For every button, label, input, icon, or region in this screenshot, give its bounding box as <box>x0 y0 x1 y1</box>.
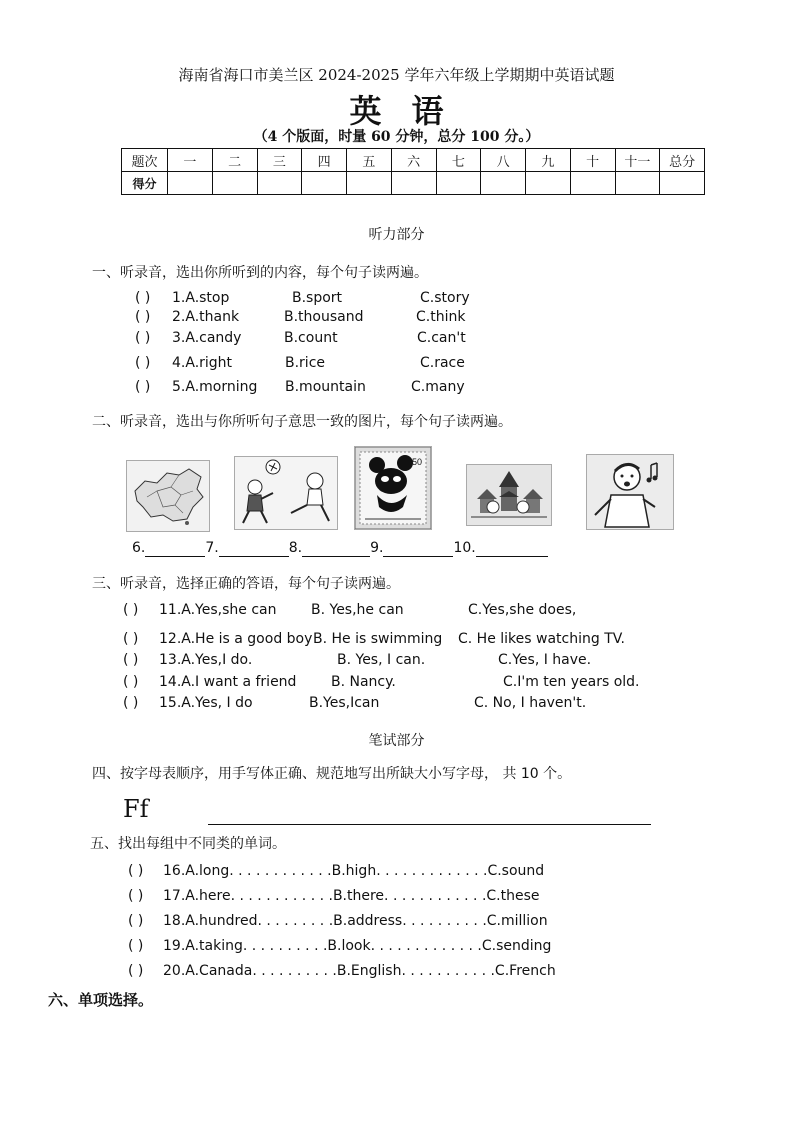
score-cell[interactable] <box>570 172 615 195</box>
answer-paren[interactable]: ( ) <box>123 652 139 668</box>
blank-line[interactable] <box>145 540 205 557</box>
option-b: B.Yes,Ican <box>309 695 380 711</box>
col-header: 九 <box>526 149 571 172</box>
blank-line[interactable] <box>476 540 548 557</box>
option-c: C.story <box>420 290 470 306</box>
option-a: 12.A.He is a good boy <box>159 631 313 647</box>
section-6-title: 六、单项选择。 <box>48 991 154 1009</box>
option-b: B.count <box>284 330 338 346</box>
section-1-title: 一、听录音，选出你所听到的内容，每个句子读两遍。 <box>92 265 428 281</box>
blank-label: 7. <box>205 540 219 556</box>
option-c: C.can't <box>417 330 466 346</box>
pagoda-picture <box>466 464 552 526</box>
score-cell[interactable] <box>347 172 392 195</box>
answer-paren[interactable]: ( ) <box>123 695 139 711</box>
china-map-picture <box>126 460 210 532</box>
option-c: C.think <box>416 309 466 325</box>
option-b: B.sport <box>292 290 343 306</box>
answer-paren[interactable]: ( ) <box>135 379 151 395</box>
listening-heading: 听力部分 <box>368 227 425 243</box>
option-a: 14.A.I want a friend <box>159 674 297 690</box>
writing-heading: 笔试部分 <box>368 733 425 749</box>
subject-title: 英语 <box>349 92 474 130</box>
answer-paren[interactable]: ( ) <box>128 938 144 954</box>
col-header: 七 <box>436 149 481 172</box>
col-header: 一 <box>168 149 213 172</box>
answer-paren[interactable]: ( ) <box>128 963 144 979</box>
stamp-value: 50 <box>411 457 423 467</box>
score-cell[interactable] <box>212 172 257 195</box>
option-a: 1.A.stop <box>172 290 230 306</box>
score-cell[interactable] <box>481 172 526 195</box>
score-cell[interactable] <box>257 172 302 195</box>
row-label-item: 题次 <box>122 149 168 172</box>
option-c: C.Yes, I have. <box>498 652 592 668</box>
section-4-title: 四、按字母表顺序，用手写体正确、规范地写出所缺大小写字母， 共 10 个。 <box>92 766 572 782</box>
section-5-title: 五、找出每组中不同类的单词。 <box>90 836 286 852</box>
option-c: C. He likes watching TV. <box>458 631 625 647</box>
col-header: 十 <box>570 149 615 172</box>
boy-singing-picture <box>586 454 674 530</box>
picture-answer-blanks <box>132 540 548 557</box>
option-a: 2.A.thank <box>172 309 240 325</box>
score-table-header-row <box>122 149 705 172</box>
answer-paren[interactable]: ( ) <box>135 290 151 306</box>
exam-title: 海南省海口市美兰区 2024-2025 学年六年级上学期期中英语试题 <box>178 66 615 84</box>
score-cell[interactable] <box>436 172 481 195</box>
boy-singing-icon <box>587 455 673 529</box>
option-b: B.thousand <box>284 309 364 325</box>
col-header: 八 <box>481 149 526 172</box>
option-c: C.Yes,she does, <box>468 602 577 618</box>
answer-paren[interactable]: ( ) <box>135 355 151 371</box>
option-c: C.race <box>420 355 465 371</box>
blank-label: 9. <box>370 540 384 556</box>
option-b: B.mountain <box>285 379 366 395</box>
answer-paren[interactable]: ( ) <box>135 330 151 346</box>
score-cell[interactable] <box>302 172 347 195</box>
blank-label: 8. <box>288 540 303 556</box>
question-text: 18.A.hundred. . . . . . . . .B.address. . . . . . . . . .C.million <box>163 913 548 929</box>
col-header: 二 <box>212 149 257 172</box>
panda-stamp-icon <box>355 447 431 529</box>
given-letters: Ff <box>123 795 149 823</box>
option-b: B.rice <box>285 355 326 371</box>
letter-writing-line[interactable] <box>208 824 651 825</box>
section-3-title: 三、听录音，选择正确的答语，每个句子读两遍。 <box>92 576 400 592</box>
option-c: C.many <box>411 379 465 395</box>
blank-line[interactable] <box>383 540 453 557</box>
score-cell[interactable] <box>391 172 436 195</box>
col-header: 五 <box>347 149 392 172</box>
question-text: 17.A.here. . . . . . . . . . . .B.there. . . . . . . . . . . .C.these <box>163 888 540 904</box>
answer-paren[interactable]: ( ) <box>123 602 139 618</box>
score-table <box>121 148 705 195</box>
score-cell[interactable] <box>660 172 705 195</box>
score-cell[interactable] <box>615 172 660 195</box>
option-b: B. He is swimming <box>313 631 443 647</box>
panda-stamp-picture <box>354 446 432 530</box>
blank-label: 10. <box>453 540 476 556</box>
blank-line[interactable] <box>219 540 289 557</box>
blank-line[interactable] <box>302 540 370 557</box>
answer-paren[interactable]: ( ) <box>135 309 151 325</box>
answer-paren[interactable]: ( ) <box>123 674 139 690</box>
answer-paren[interactable]: ( ) <box>128 888 144 904</box>
answer-paren[interactable]: ( ) <box>128 863 144 879</box>
blank-label: 6. <box>132 540 146 556</box>
answer-paren[interactable]: ( ) <box>128 913 144 929</box>
china-map-icon <box>127 461 209 531</box>
option-b: B. Yes,he can <box>311 602 404 618</box>
option-c: C.I'm ten years old. <box>503 674 640 690</box>
score-cell[interactable] <box>526 172 571 195</box>
option-a: 11.A.Yes,she can <box>159 602 277 618</box>
question-text: 19.A.taking. . . . . . . . . .B.look. . . . . . . . . . . . .C.sending <box>163 938 552 954</box>
score-table-score-row <box>122 172 705 195</box>
section-2-title: 二、听录音，选出与你所听句子意思一致的图片，每个句子读两遍。 <box>92 414 512 430</box>
col-header: 六 <box>391 149 436 172</box>
exam-note: （4 个版面，时量 60 分钟，总分 100 分。） <box>253 129 540 145</box>
row-label-score: 得分 <box>122 172 168 195</box>
option-b: B. Yes, I can. <box>337 652 426 668</box>
question-text: 16.A.long. . . . . . . . . . . .B.high. . . . . . . . . . . . .C.sound <box>163 863 545 879</box>
pagoda-temples-icon <box>467 465 551 525</box>
score-cell[interactable] <box>168 172 213 195</box>
col-header: 三 <box>257 149 302 172</box>
col-header: 四 <box>302 149 347 172</box>
option-a: 5.A.morning <box>172 379 258 395</box>
question-text: 20.A.Canada. . . . . . . . . .B.English. . . . . . . . . . .C.French <box>163 963 556 979</box>
option-a: 13.A.Yes,I do. <box>159 652 253 668</box>
answer-paren[interactable]: ( ) <box>123 631 139 647</box>
col-header: 十一 <box>615 149 660 172</box>
football-picture <box>234 456 338 530</box>
option-c: C. No, I haven't. <box>474 695 587 711</box>
option-b: B. Nancy. <box>331 674 396 690</box>
option-a: 15.A.Yes, I do <box>159 695 253 711</box>
option-a: 4.A.right <box>172 355 233 371</box>
col-header-total: 总分 <box>660 149 705 172</box>
children-football-icon <box>235 457 337 529</box>
option-a: 3.A.candy <box>172 330 242 346</box>
